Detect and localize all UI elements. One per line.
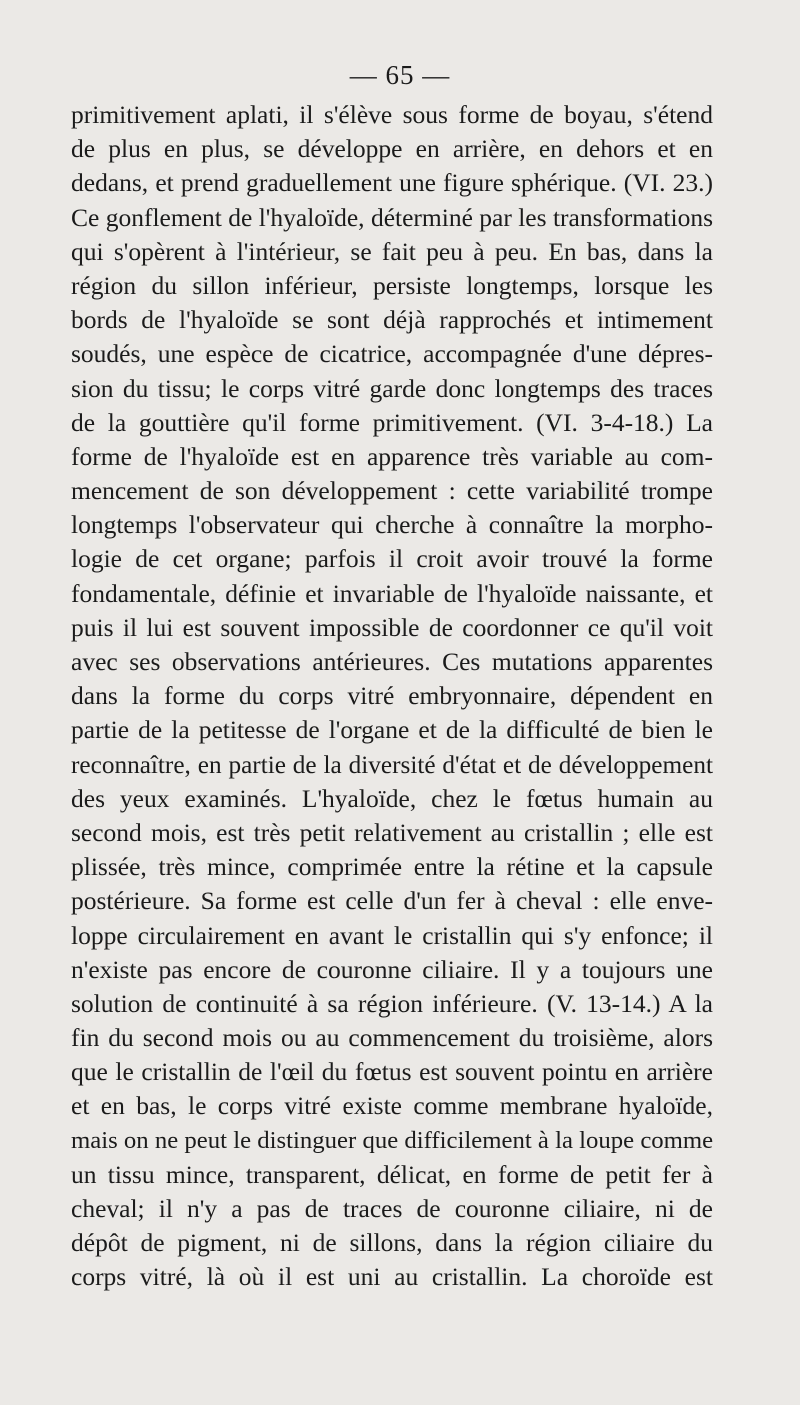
text-line: primitivement aplati, il s'élève sous forme de boyau, s'étend [71,100,713,129]
text-line: qui s'opèrent à l'intérieur, se fait peu à peu. En bas, dans la [71,236,713,266]
text-line: fin du second mois ou au commencement du troisième, alors [71,1023,713,1053]
text-line: sion du tissu; le corps vitré garde donc longtemps des traces [71,373,713,403]
text-line: de plus en plus, se développe en arrière, en dehors et en [71,134,713,164]
text-line: partie de la petitesse de l'organe et de la difficulté de bien le [71,715,713,745]
text-line: fondamentale, définie et invariable de l'hyaloïde naissante, et [71,578,713,608]
text-line: dépôt de pigment, ni de sillons, dans la région ciliaire du [71,1228,713,1258]
text-line: des yeux examinés. L'hyaloïde, chez le fœtus humain au [71,783,713,813]
text-line: un tissu mince, transparent, délicat, en forme de petit fer à [71,1159,713,1189]
text-line: cheval; il n'y a pas de traces de couronne ciliaire, ni de [71,1194,713,1223]
text-line: second mois, est très petit relativement au cristallin ; elle est [71,817,713,847]
text-line: reconnaître, en partie de la diversité d'état et de développement [71,750,713,779]
text-line: postérieure. Sa forme est celle d'un fer à cheval : elle enve- [71,886,713,916]
text-line: région du sillon inférieur, persiste longtemps, lorsque les [71,270,713,300]
text-line: avec ses observations antérieures. Ces mutations apparentes [71,647,713,676]
text-line: mencement de son développement : cette variabilité trompe [71,476,713,506]
text-line: mais on ne peut le distinguer que difficilement à la loupe comme [71,1126,714,1154]
text-line: soudés, une espèce de cicatrice, accompagnée d'une dépres- [71,339,713,369]
text-line: que le cristallin de l'œil du fœtus est souvent pointu en arrière [71,1057,713,1087]
text-line: dedans, et prend graduellement une figure sphérique. (VI. 23.) [71,168,713,198]
text-line: et en bas, le corps vitré existe comme membrane hyaloïde, [71,1091,713,1121]
text-line: plissée, très mince, comprimée entre la rétine et la capsule [71,852,713,882]
text-line: corps vitré, là où il est uni au cristallin. La choroïde est [71,1262,713,1292]
text-line: logie de cet organe; parfois il croit avoir trouvé la forme [71,544,713,574]
text-line: puis il lui est souvent impossible de coordonner ce qu'il voit [71,612,713,642]
text-line: forme de l'hyaloïde est en apparence très variable au com- [71,441,713,471]
page-number: — 65 — [349,60,451,90]
text-line: Ce gonflement de l'hyaloïde, déterminé par les transformations [71,202,713,232]
body-text [71,98,713,1295]
text-line: n'existe pas encore de couronne ciliaire. Il y a toujours une [71,954,713,984]
text-line: solution de continuité à sa région inférieure. (V. 13-14.) A la [71,988,713,1018]
text-line: de la gouttière qu'il forme primitivement. (VI. 3-4-18.) La [71,407,713,437]
text-line: loppe circulairement en avant le cristallin qui s'y enfonce; il [71,920,713,950]
text-line: dans la forme du corps vitré embryonnaire, dépendent en [71,681,713,711]
text-line: longtemps l'observateur qui cherche à connaître la morpho- [71,510,713,540]
text-line: bords de l'hyaloïde se sont déjà rapprochés et intimement [71,305,713,335]
